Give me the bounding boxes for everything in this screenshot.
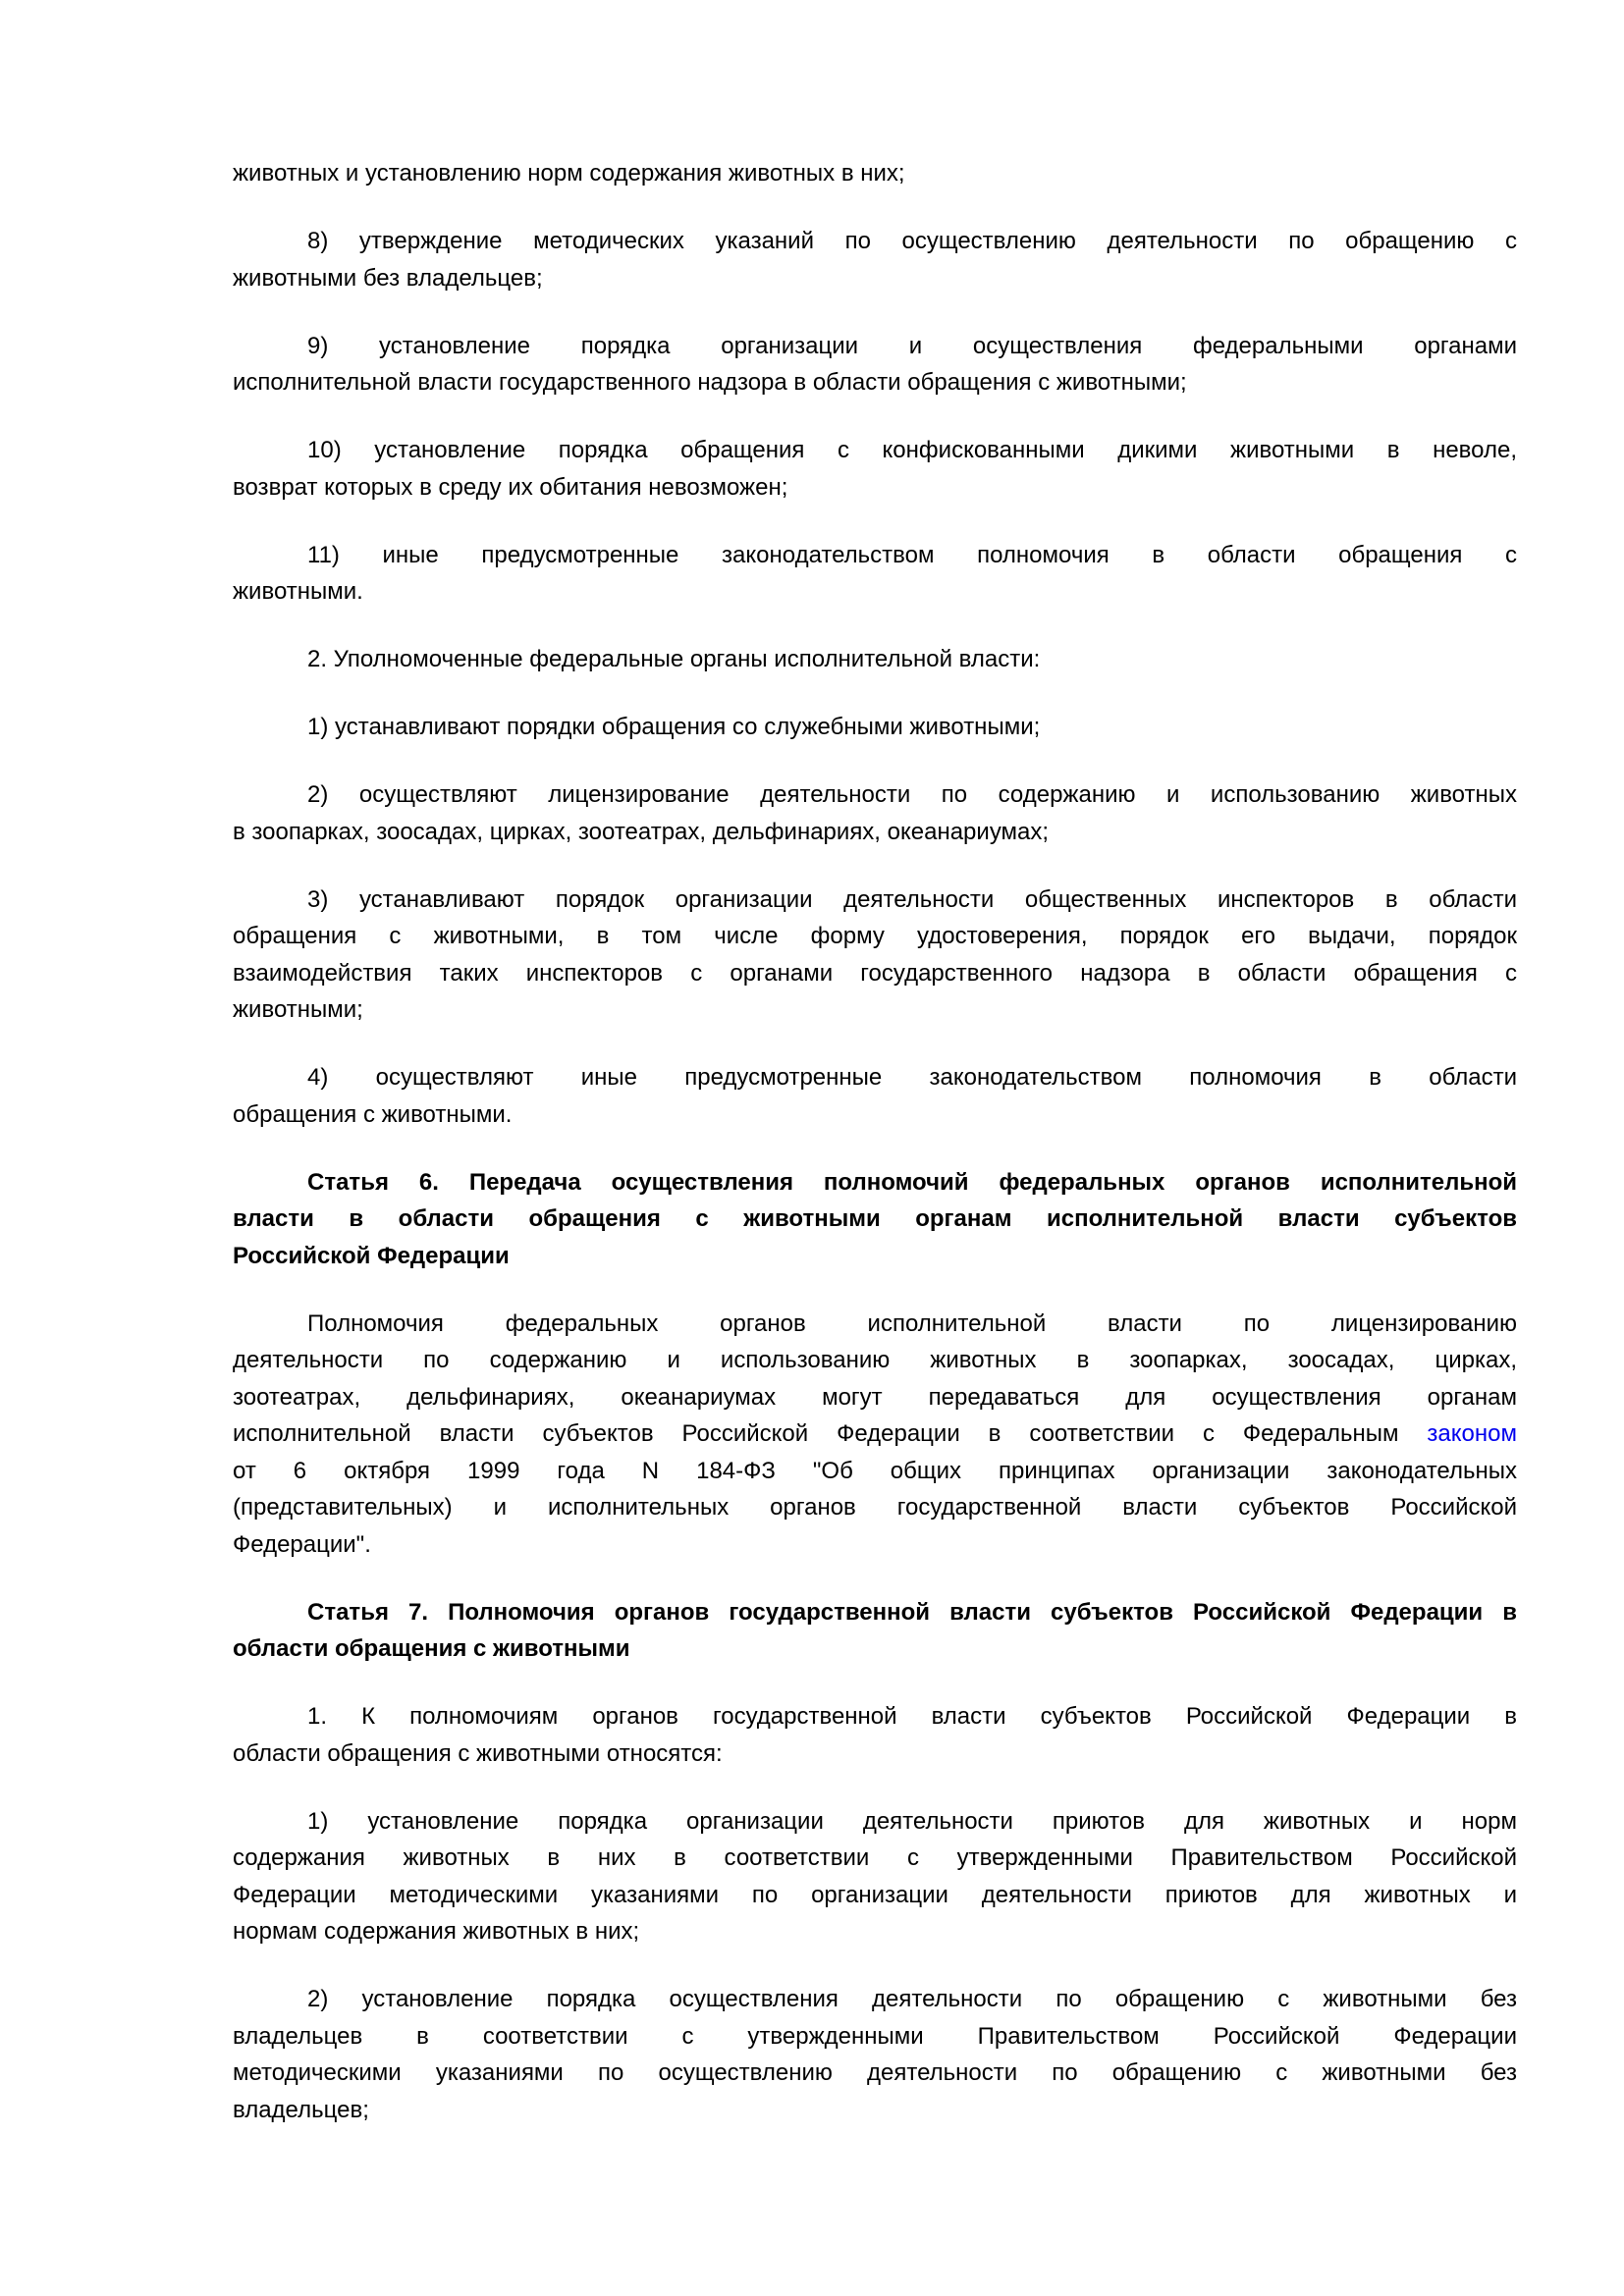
text-line xyxy=(233,1840,1517,1877)
paragraph xyxy=(233,1698,1517,1772)
line-text: 2) установление порядка осуществления деятельности по обращению с животными без xyxy=(307,1986,1517,2012)
line-text: исполнительной власти государственного надзора в области обращения с животными; xyxy=(233,369,1187,396)
text-line xyxy=(233,1913,1517,1950)
text-line xyxy=(233,469,1517,507)
text-line xyxy=(233,260,1517,297)
line-text: власти в области обращения с животными органам исполнительной власти субъектов xyxy=(233,1205,1517,1232)
law-link[interactable]: законом xyxy=(1427,1420,1517,1447)
line-text: Полномочия федеральных органов исполнительной власти по лицензированию xyxy=(307,1309,1517,1337)
line-text: 1) установление порядка организации деятельности приютов для животных и норм xyxy=(307,1807,1517,1835)
paragraph xyxy=(233,1306,1517,1564)
paragraph xyxy=(233,1803,1517,1950)
line-text: 1. К полномочиям органов государственной власти субъектов Российской Федерации в xyxy=(307,1703,1517,1730)
line-text: животными. xyxy=(233,578,363,605)
line-text: 4) осуществляют иные предусмотренные законодательством полномочия в области xyxy=(307,1064,1517,1091)
text-line xyxy=(233,918,1517,955)
line-text: 8) утверждение методических указаний по осуществлению деятельности по обращению с xyxy=(307,228,1517,254)
text-line xyxy=(233,1594,1517,1631)
line-text: 9) установление порядка организации и осуществления федеральными органами xyxy=(307,332,1517,359)
line-text: области обращения с животными относятся: xyxy=(233,1739,723,1767)
text-line xyxy=(233,328,1517,365)
line-text: исполнительной власти субъектов Российской Федерации в соответствии с Федеральным xyxy=(233,1420,1428,1447)
article-heading xyxy=(233,1594,1517,1668)
text-line xyxy=(233,1526,1517,1564)
line-text: методическими указаниями по осуществлению деятельности по обращению с животными без xyxy=(233,2059,1517,2086)
text-line xyxy=(233,1379,1517,1416)
text-line xyxy=(233,814,1517,851)
text-line xyxy=(233,155,1517,192)
text-line xyxy=(233,641,1517,678)
text-line xyxy=(233,709,1517,746)
line-text: Федерации методическими указаниями по организации деятельности приютов для животных и xyxy=(233,1881,1517,1908)
paragraph xyxy=(233,1059,1517,1133)
paragraph xyxy=(233,537,1517,611)
text-line xyxy=(233,1981,1517,2018)
text-line xyxy=(233,1698,1517,1735)
paragraph xyxy=(233,776,1517,850)
text-line xyxy=(233,364,1517,401)
text-line xyxy=(233,223,1517,260)
line-text: животными без владельцев; xyxy=(233,264,543,292)
line-text: содержания животных в них в соответствии с утвержденными Правительством Российской xyxy=(233,1844,1517,1871)
paragraph xyxy=(233,432,1517,506)
text-line xyxy=(233,776,1517,814)
text-line xyxy=(233,1164,1517,1201)
text-line xyxy=(233,955,1517,992)
text-line xyxy=(233,881,1517,919)
text-line xyxy=(233,1489,1517,1526)
line-text: владельцев в соответствии с утвержденными Правительством Российской Федерации xyxy=(233,2022,1517,2050)
paragraph xyxy=(233,223,1517,296)
paragraph xyxy=(233,155,1517,192)
text-line xyxy=(233,1096,1517,1134)
line-text: Федерации". xyxy=(233,1530,371,1558)
line-text: 11) иные предусмотренные законодательством полномочия в области обращения с xyxy=(307,541,1517,568)
article-heading xyxy=(233,1164,1517,1275)
text-line xyxy=(233,1735,1517,1773)
text-line xyxy=(233,1630,1517,1668)
line-text: владельцев; xyxy=(233,2096,369,2123)
line-text: 2) осуществляют лицензирование деятельности по содержанию и использованию животных xyxy=(307,781,1517,808)
document-page xyxy=(233,155,1517,2160)
text-line xyxy=(233,2055,1517,2092)
paragraph xyxy=(233,709,1517,746)
line-text: нормам содержания животных в них; xyxy=(233,1918,640,1945)
paragraph xyxy=(233,881,1517,1029)
line-text: 1) устанавливают порядки обращения со служебными животными; xyxy=(307,714,1041,740)
text-line xyxy=(233,1306,1517,1343)
line-text: животных и установлению норм содержания животных в них; xyxy=(233,160,905,187)
text-line xyxy=(233,991,1517,1029)
line-text: зоотеатрах, дельфинариях, океанариумах могут передаваться для осуществления органам xyxy=(233,1383,1517,1411)
text-line xyxy=(233,2018,1517,2056)
line-text: Российской Федерации xyxy=(233,1242,510,1269)
line-text: обращения с животными, в том числе форму удостоверения, порядок его выдачи, порядок xyxy=(233,923,1517,949)
line-text: Статья 7. Полномочия органов государственной власти субъектов Российской Федерации в xyxy=(307,1598,1517,1626)
line-text: возврат которых в среду их обитания невозможен; xyxy=(233,473,788,501)
line-text: 10) установление порядка обращения с конфискованными дикими животными в неволе, xyxy=(307,437,1517,463)
paragraph xyxy=(233,1981,1517,2128)
text-line xyxy=(233,1201,1517,1238)
text-line xyxy=(233,1803,1517,1841)
text-line xyxy=(233,2092,1517,2129)
line-text: от 6 октября 1999 года N 184-ФЗ "Об общих принципах организации законодательных xyxy=(233,1457,1517,1484)
line-text: 3) устанавливают порядок организации деятельности общественных инспекторов в области xyxy=(307,885,1517,913)
text-line xyxy=(233,1877,1517,1914)
text-line xyxy=(233,1453,1517,1490)
text-line xyxy=(233,573,1517,611)
text-line xyxy=(233,1059,1517,1096)
text-line xyxy=(233,537,1517,574)
text-line xyxy=(233,1342,1517,1379)
line-text: животными; xyxy=(233,996,363,1023)
paragraph xyxy=(233,641,1517,678)
text-line xyxy=(233,432,1517,469)
line-text: обращения с животными. xyxy=(233,1100,513,1128)
text-line xyxy=(233,1415,1517,1453)
line-text: в зоопарках, зоосадах, цирках, зоотеатрах, дельфинариях, океанариумах; xyxy=(233,818,1050,845)
line-text: области обращения с животными xyxy=(233,1635,630,1662)
line-text: взаимодействия таких инспекторов с органами государственного надзора в области обращения с xyxy=(233,959,1517,987)
text-line xyxy=(233,1238,1517,1275)
line-text: Статья 6. Передача осуществления полномочий федеральных органов исполнительной xyxy=(307,1168,1517,1196)
line-text: 2. Уполномоченные федеральные органы исполнительной власти: xyxy=(307,646,1041,672)
line-text: деятельности по содержанию и использованию животных в зоопарках, зоосадах, цирках, xyxy=(233,1347,1517,1373)
paragraph xyxy=(233,328,1517,401)
line-text: (представительных) и исполнительных органов государственной власти субъектов Российской xyxy=(233,1494,1517,1521)
